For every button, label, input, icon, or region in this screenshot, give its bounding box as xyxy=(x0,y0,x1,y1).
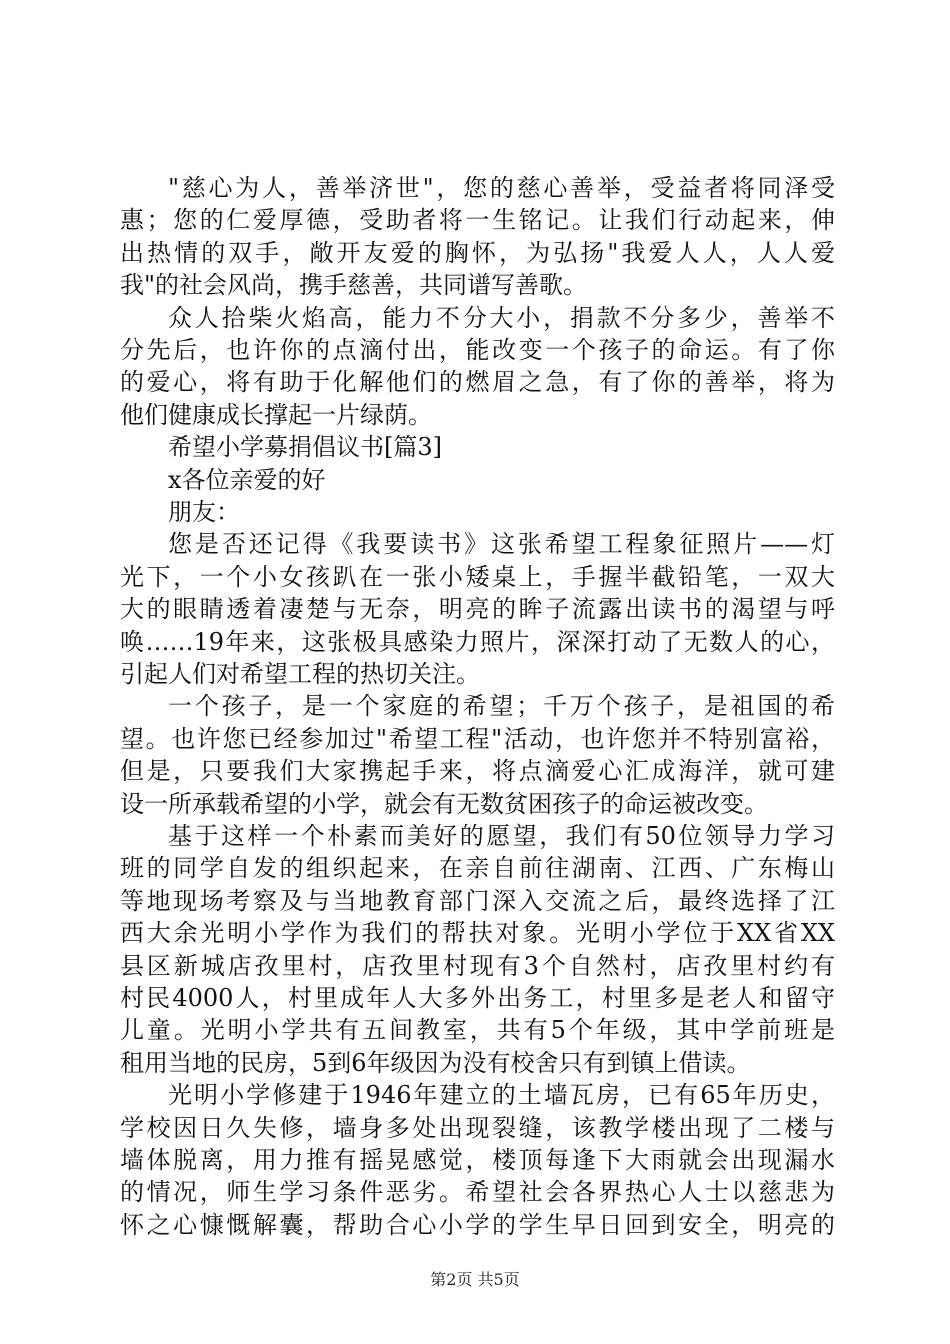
paragraph-line: 惠；您的仁爱厚德，受助者将一生铭记。让我们行动起来，伸 xyxy=(120,206,835,235)
paragraph-line: 县区新城店孜里村，店孜里村现有3个自然村，店孜里村约有 xyxy=(120,951,835,980)
paragraph-line: 西大余光明小学作为我们的帮扶对象。光明小学位于XX省XX xyxy=(120,919,835,948)
paragraph-line: "慈心为人，善举济世"，您的慈心善举，受益者将同泽受 xyxy=(168,174,835,202)
paragraph-line: 您是否还记得《我要读书》这张希望工程象征照片——灯 xyxy=(168,530,835,559)
section-heading: 希望小学募捐倡议书[篇3] xyxy=(168,433,442,462)
paragraph-line: 班的同学自发的组织起来，在亲自前往湖南、江西、广东梅山 xyxy=(120,854,835,883)
paragraph-line: 村民4000人，村里成年人大多外出务工，村里多是老人和留守 xyxy=(120,984,835,1012)
paragraph-line: 怀之心慷慨解囊，帮助合心小学的学生早日回到安全，明亮的 xyxy=(120,1210,835,1239)
paragraph-line: 基于这样一个朴素而美好的愿望，我们有50位领导力学习 xyxy=(168,822,835,850)
paragraph-line: 等地现场考察及与当地教育部门深入交流之后，最终选择了江 xyxy=(120,886,835,915)
paragraph-line: 众人拾柴火焰高，能力不分大小，捐款不分多少，善举不 xyxy=(168,303,835,332)
paragraph-line: 儿童。光明小学共有五间教室，共有5个年级，其中学前班是 xyxy=(120,1016,835,1045)
paragraph-line: 分先后，也许你的点滴付出，能改变一个孩子的命运。有了你 xyxy=(120,336,835,364)
paragraph-line: 租用当地的民房，5到6年级因为没有校舍只有到镇上借读。 xyxy=(120,1048,751,1077)
paragraph-line: 引起人们对希望工程的热切关注。 xyxy=(120,660,480,688)
paragraph-line: 大的眼睛透着凄楚与无奈，明亮的眸子流露出读书的渴望与呼 xyxy=(120,595,835,624)
paragraph-line: 出热情的双手，敞开友爱的胸怀，为弘扬"我爱人人，人人爱 xyxy=(120,238,835,267)
paragraph-line: 他们健康成长撑起一片绿荫。 xyxy=(120,400,432,429)
paragraph-line: 我"的社会风尚，携手慈善，共同谱写善歌。 xyxy=(120,271,588,300)
paragraph-line: 唤……19年来，这张极具感染力照片，深深打动了无数人的心， xyxy=(120,627,835,656)
paragraph-line: 的情况，师生学习条件恶劣。希望社会各界热心人士以慈悲为 xyxy=(120,1178,835,1207)
salutation-line: x各位亲爱的好 xyxy=(168,465,326,494)
salutation-line: 朋友： xyxy=(168,498,240,526)
paragraph-line: 设一所承载希望的小学，就会有无数贫困孩子的命运被改变。 xyxy=(120,789,768,818)
paragraph-line: 望。也许您已经参加过"希望工程"活动，也许您并不特别富裕， xyxy=(120,724,835,753)
paragraph-line: 光明小学修建于1946年建立的土墙瓦房，已有65年历史， xyxy=(168,1081,835,1110)
paragraph-line: 但是，只要我们大家携起手来，将点滴爱心汇成海洋，就可建 xyxy=(120,757,835,786)
paragraph-line: 的爱心，将有助于化解他们的燃眉之急，有了你的善举，将为 xyxy=(120,368,835,397)
paragraph-line: 一个孩子，是一个家庭的希望；千万个孩子，是祖国的希 xyxy=(168,692,835,721)
page-number-footer: 第2页 共5页 xyxy=(430,1270,520,1289)
paragraph-line: 墙体脱离，用力推有摇晃感觉，楼顶每逢下大雨就会出现漏水 xyxy=(120,1146,835,1174)
paragraph-line: 学校因日久失修，墙身多处出现裂缝，该教学楼出现了二楼与 xyxy=(120,1113,835,1142)
paragraph-line: 光下，一个小女孩趴在一张小矮桌上，手握半截铅笔，一双大 xyxy=(120,562,835,591)
